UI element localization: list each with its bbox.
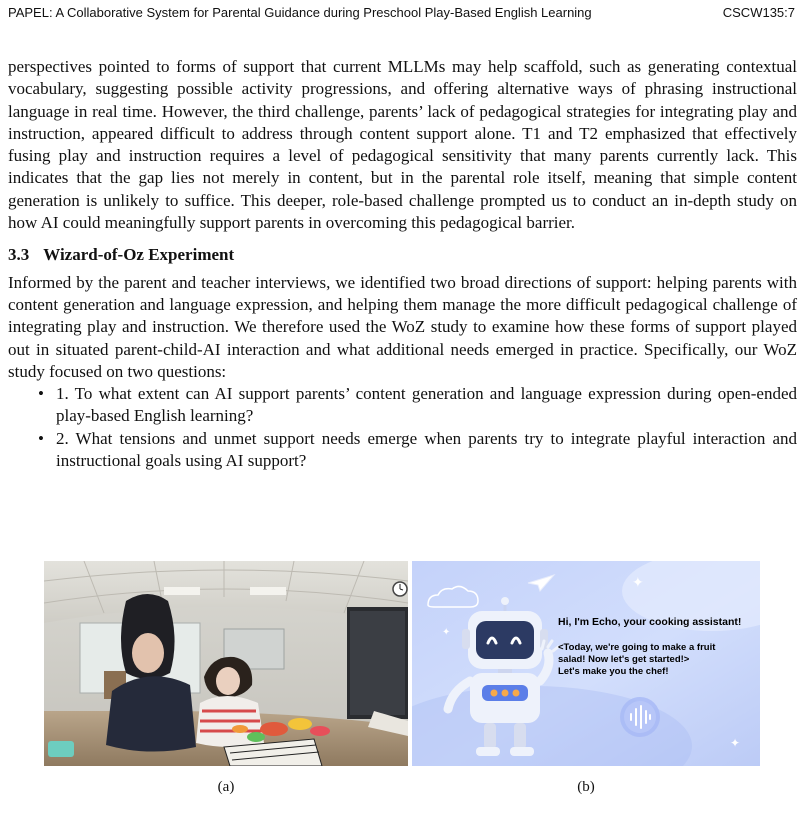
running-title: PAPEL: A Collaborative System for Parental Guidance during Preschool Play-Based English Learning — [8, 5, 592, 20]
echo-line: Let's make you the chef! — [558, 666, 669, 677]
figure-caption-b: (b) — [577, 779, 595, 795]
microphone-button[interactable] — [620, 697, 660, 737]
figure-caption-a: (a) — [217, 779, 235, 795]
sparkle-icon: ✦ — [632, 575, 644, 591]
question-list — [8, 383, 797, 472]
figure-a-photo — [44, 561, 408, 766]
paragraph: perspectives pointed to forms of support that current MLLMs may help scaffold, such as generating contextual vocabulary, suggesting possible activity progressions, and offering alternative ways of phrasing instructional language in real time. However, the third challenge, parents’ lack of pedagogical strategies for integrating play and instruction, appeared difficult to address through content support alone. T1 and T2 emphasized that effectively fusing play and instruction requires a level of pedagogical sensitivity that many parents currently lack. This indicates that the gap lies not merely in content, but in the parental role itself, meaning that simple content generation is unlikely to suffice. This deeper, role-based challenge prompted us to conduct an in-depth study on how AI could meaningfully support parents in overcoming this pedagogical barrier. — [8, 57, 797, 233]
sparkle-icon: ✦ — [730, 736, 741, 750]
classroom-photo — [44, 561, 408, 766]
echo-line: <Today, we're going to make a fruit — [558, 642, 716, 653]
list-item: • 1. To what extent can AI support parents’ content generation and language expression during open-ended play-based English learning? — [56, 383, 797, 428]
paragraph: Informed by the parent and teacher interviews, we identified two broad directions of support: helping parents with content generation and language expression, and helping them manage the more difficult pedagogical challenge of integrating play and instruction. We therefore used the WoZ study to examine how these forms of support played out in situated parent-child-AI interaction and what additional needs emerged in practice. Specifically, our WoZ study focused on two questions: — [8, 272, 797, 381]
page-number: CSCW135:7 — [722, 5, 795, 20]
list-item: • 2. What tensions and unmet support needs emerge when parents try to integrate playful interaction and instructional goals using AI support? — [56, 428, 797, 473]
figure-b-echo-interface — [412, 561, 760, 766]
section-heading — [8, 244, 797, 266]
sparkle-icon: ✦ — [442, 627, 451, 638]
echo-assistant-screen — [412, 561, 760, 766]
echo-line: salad! Now let's get started!> — [558, 654, 690, 665]
section-title: Wizard-of-Oz Experiment — [43, 245, 235, 265]
body-text — [8, 56, 797, 472]
section-number: 3.3 — [8, 245, 30, 265]
echo-greeting: Hi, I'm Echo, your cooking assistant! — [558, 616, 742, 628]
